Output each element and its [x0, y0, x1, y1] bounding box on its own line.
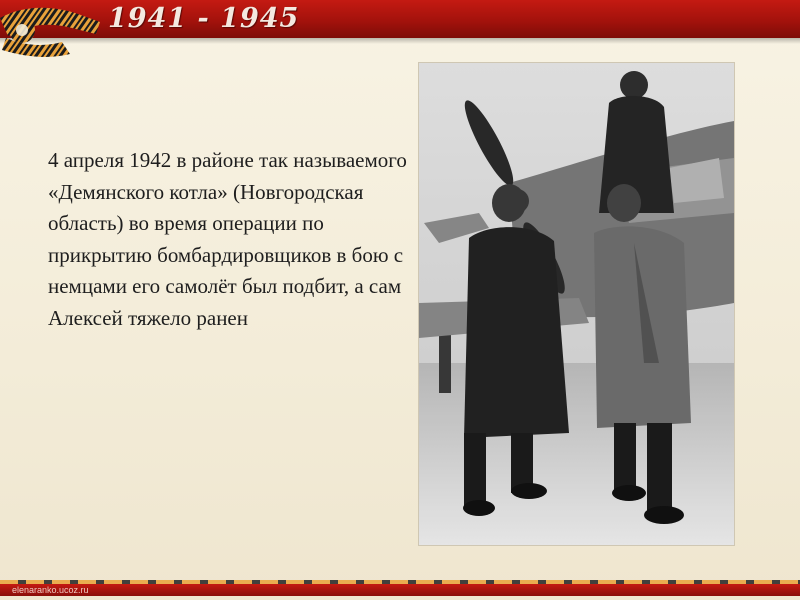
historical-photo: [418, 62, 735, 546]
pilots-airplane-photo-image: [419, 63, 734, 545]
footer-band: [0, 584, 800, 596]
body-text: 4 апреля 1942 в районе так называемого «Демянского котла» (Новгородская область) во время операции по прикрытию бомбардировщиков в бою с немцами его самолёт был подбит, а сам Алексей тяжело ранен: [48, 148, 407, 330]
header-title: 1941 - 1945: [108, 3, 300, 34]
footer: [0, 580, 800, 600]
footer-site-link[interactable]: elenaranko.ucoz.ru: [12, 585, 89, 595]
